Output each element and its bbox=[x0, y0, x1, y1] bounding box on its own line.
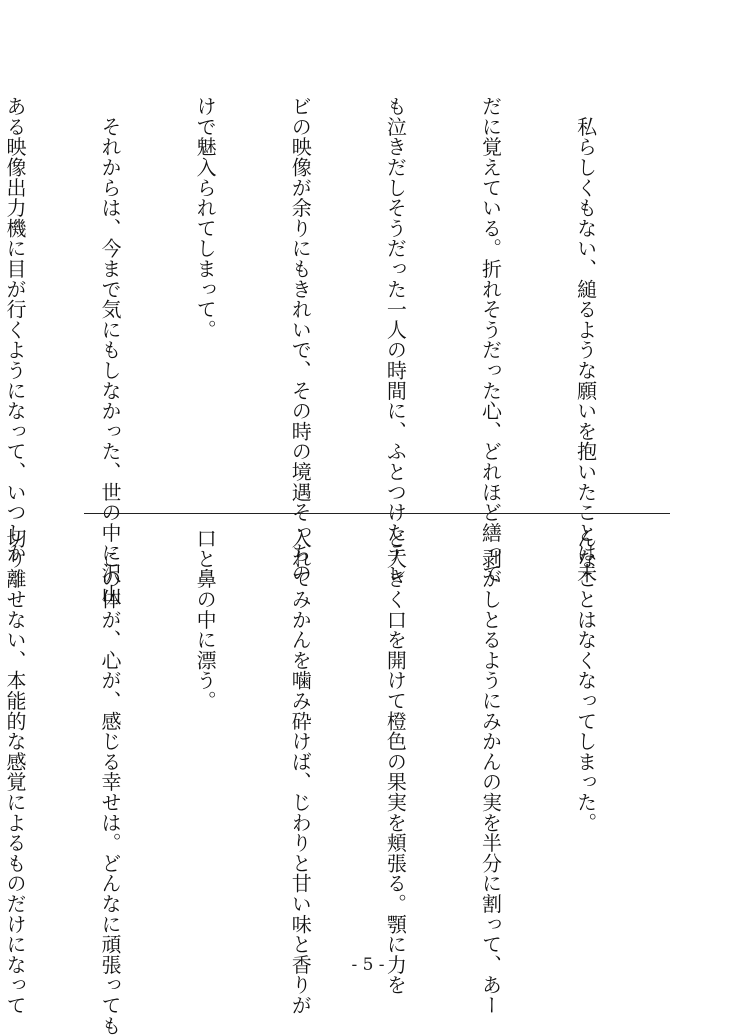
text-line: ある映像出力機に目が行くようになって、いつしか bbox=[2, 96, 27, 563]
lower-text-block bbox=[2, 528, 664, 1036]
upper-text-block bbox=[2, 96, 664, 604]
page-number: - 5 - bbox=[351, 955, 385, 975]
text-line: と大きく口を開けて橙色の果実を頬張る。顎に力を bbox=[383, 528, 408, 995]
text-line: 口と鼻の中に漂う。 bbox=[193, 528, 218, 711]
text-line: この体が、心が、感じる幸せは。どんなに頑張っても bbox=[98, 528, 123, 1036]
text-line: 切り離せない、本能的な感覚によるものだけになって bbox=[2, 528, 27, 1016]
text-line: だに覚えている。折れそうだった心、どれほど繕って bbox=[478, 96, 503, 584]
text-line: も泣きだしそうだった一人の時間に、ふとつけたテレ bbox=[383, 96, 408, 584]
text-line: んなことはなくなってしまった。 bbox=[573, 528, 598, 833]
text-line: 剥がしとるようにみかんの実を半分に割って、あー bbox=[478, 528, 503, 1016]
tier-divider bbox=[84, 513, 670, 514]
text-line: ビの映像が余りにもきれいで、その時の境遇そっちの bbox=[288, 96, 313, 584]
text-line: けで魅入られてしまって。 bbox=[193, 96, 218, 340]
text-line: 私らしくもない、縋るような願いを抱いたことは未 bbox=[573, 96, 598, 584]
text-line: それからは、今まで気にもしなかった、世の中に沢山 bbox=[98, 96, 123, 604]
text-line: 入れてみかんを噛み砕けば、じわりと甘い味と香りが bbox=[288, 528, 313, 1016]
